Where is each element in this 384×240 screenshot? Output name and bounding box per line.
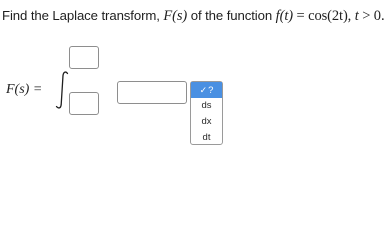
domain-condition: > 0. bbox=[358, 8, 384, 24]
function-symbol: f(t) bbox=[275, 8, 293, 24]
integral-sign-icon bbox=[54, 70, 70, 110]
dropdown-option-ds[interactable]: ds bbox=[201, 100, 212, 111]
dropdown-option-selected[interactable]: ✓? bbox=[191, 82, 222, 98]
variable-t: t bbox=[354, 8, 359, 24]
question-lead: Find the Laplace transform, bbox=[2, 8, 164, 23]
dropdown-option-dt[interactable]: dt bbox=[202, 132, 211, 143]
answer-lhs: F(s) = bbox=[6, 82, 43, 97]
question-middle: of the function bbox=[187, 8, 276, 23]
laplace-symbol: F(s) bbox=[163, 8, 188, 24]
checkmark-icon: ✓ bbox=[199, 85, 208, 95]
lower-limit-input[interactable] bbox=[69, 92, 99, 115]
differential-dropdown[interactable] bbox=[190, 81, 223, 145]
upper-limit-input[interactable] bbox=[69, 46, 99, 69]
function-definition: = cos(2t), bbox=[292, 8, 355, 24]
integrand-input[interactable] bbox=[117, 81, 187, 104]
question-text bbox=[2, 8, 384, 25]
dropdown-option-dx[interactable]: dx bbox=[201, 116, 212, 127]
